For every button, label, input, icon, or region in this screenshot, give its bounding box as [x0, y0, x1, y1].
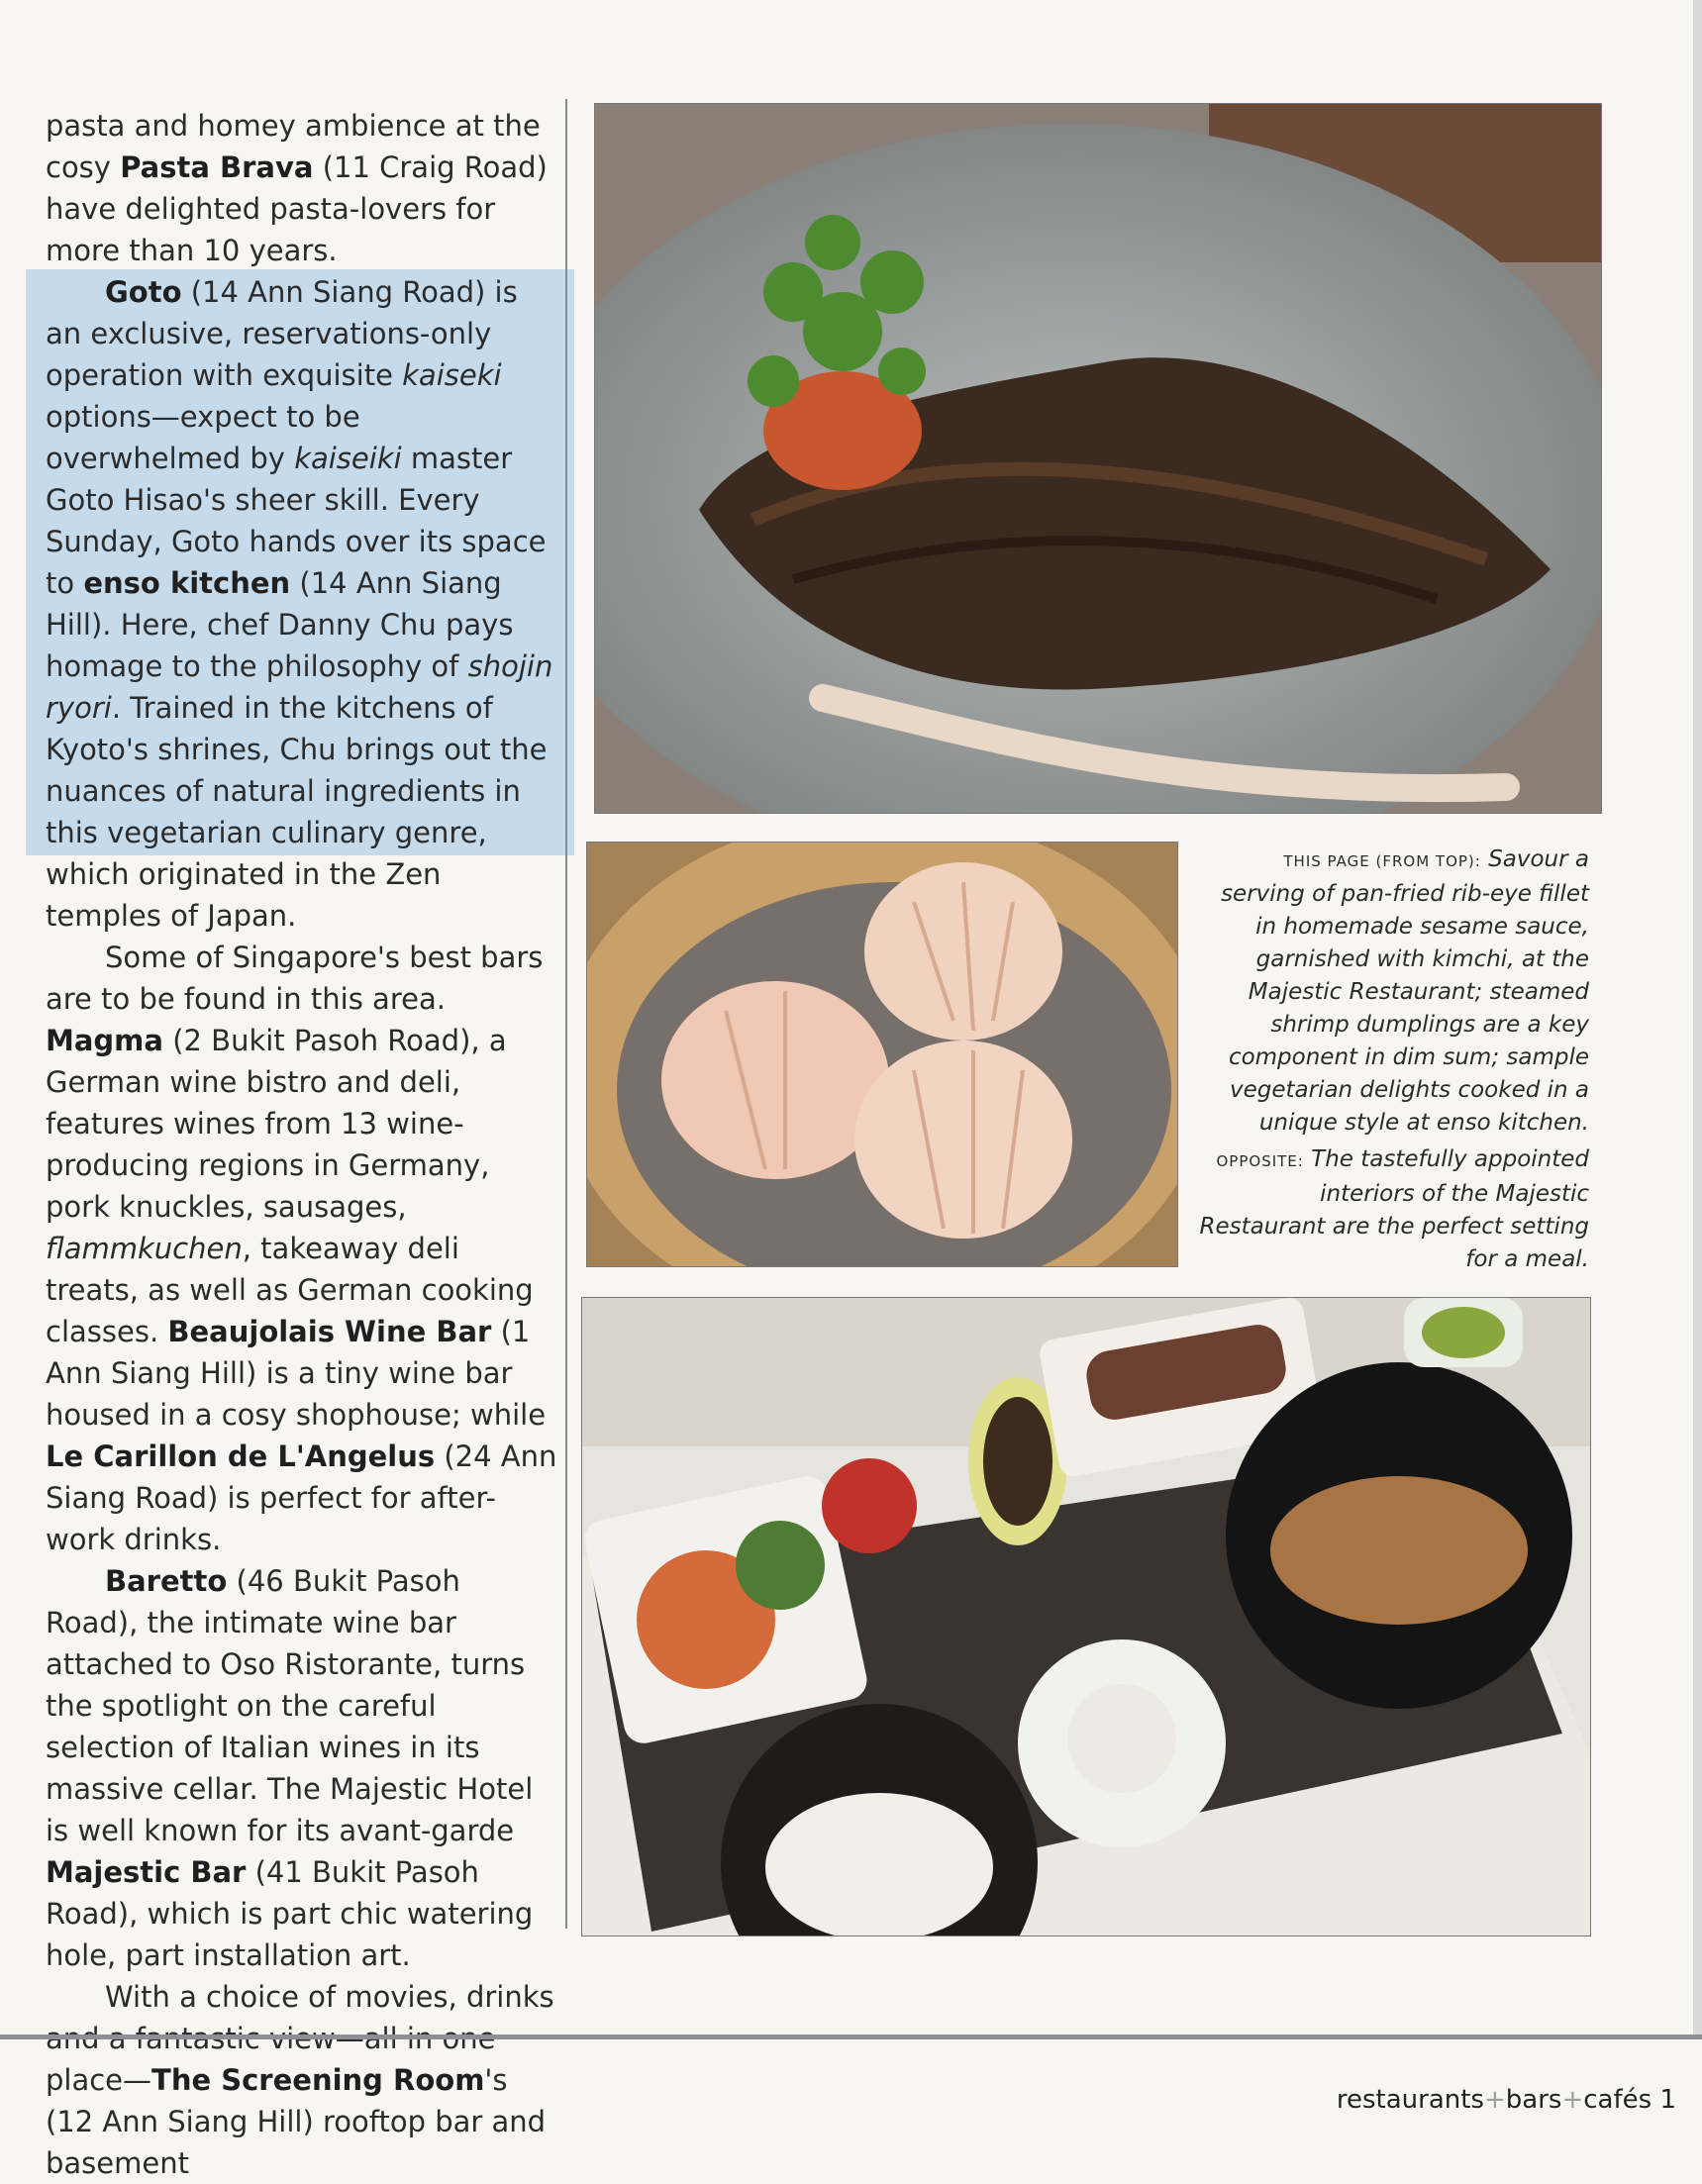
caption-this-page: THIS PAGE (FROM TOP): Savour a serving of pan-fried rib-eye fillet in homemade sesame sauce, garnished with kimchi, at the Majestic Restaurant; steamed shrimp dumplings are a key component in dim sum; sample vegetarian delights cooked in a unique style at enso kitchen. — [1221, 846, 1589, 1136]
page-edge-shadow — [1693, 0, 1702, 2039]
article-column — [46, 105, 560, 2184]
venue-name: Majestic Bar — [46, 1855, 247, 1889]
photo-steak — [594, 103, 1602, 814]
photo-dumplings — [586, 842, 1178, 1267]
paragraph-screening-room: With a choice of movies, drinks place—The Screening Room's (12 Ann Siang Hill) rooftop bar and basement — [46, 1980, 554, 2180]
venue-name: Pasta Brava — [120, 150, 314, 184]
paragraph-goto: Goto (14 Ann Siang Road) is an exclusive, reservations-only operation with exquisite kaiseki options—expect to be overwhelmed by kaiseiki master Goto Hisao's sheer skill. Every Sunday, Goto hands over its space to enso kitchen (14 Ann Siang Hill). Here, chef Danny Chu pays homage to the philosophy of shojin ryori. Trained in the kitchens of Kyoto's shrines, Chu brings out the nuances of natural ingredients in this vegetarian culinary genre, which originated in the Zen temples of Japan. — [46, 275, 553, 933]
tray-illustration — [582, 1298, 1590, 1936]
paragraph-bars: Some of Singapore's best bars are to be found in this area. Magma (2 Bukit Pasoh Road), a German wine bistro and deli, features wines from 13 wine-producing regions in Germany, pork knuckles, sausages, flammkuchen, takeaway deli treats, as well as German cooking classes. Beaujolais Wine Bar (1 Ann Siang Hill) is a tiny wine bar housed in a cosy shophouse; while Le Carillon de L'Angelus (24 Ann Siang Road) is perfect for after-work drinks. — [46, 941, 557, 1556]
page-number: 1 — [1659, 2085, 1676, 2115]
venue-name: Baretto — [105, 1564, 228, 1598]
footer-rule — [0, 2035, 1702, 2039]
dumplings-illustration — [587, 843, 1177, 1266]
venue-name: Beaujolais Wine Bar — [167, 1315, 492, 1348]
paragraph-baretto: Baretto (46 Bukit Pasoh Road), the intimate wine bar attached to Oso Ristorante, turns the spotlight on the careful selection of Italian wines in its massive cellar. The Majestic Hotel is well known for its avant-garde Majestic Bar (41 Bukit Pasoh Road), which is part chic watering hole, part installation art. — [46, 1564, 534, 1972]
venue-name: Le Carillon de L'Angelus — [46, 1439, 436, 1473]
venue-name: Magma — [46, 1024, 163, 1057]
caption-opposite: OPPOSITE: The tastefully appointed interiors of the Majestic Restaurant are the perfect setting for a meal. — [1199, 1146, 1589, 1272]
paragraph-pasta-brava: pasta and homey ambience at the cosy Pasta Brava (11 Craig Road) have delighted pasta-lovers for more than 10 years. — [46, 109, 548, 267]
venue-name: Goto — [105, 275, 182, 309]
column-divider — [565, 99, 567, 1929]
steak-illustration — [595, 104, 1601, 813]
venue-name: The Screening Room — [151, 2063, 485, 2097]
venue-name: enso kitchen — [83, 566, 291, 600]
photo-caption — [1198, 844, 1589, 1276]
section-footer: restaurants+bars+cafés 1 — [1336, 2085, 1676, 2115]
photo-vegetarian-tray — [581, 1297, 1591, 1936]
